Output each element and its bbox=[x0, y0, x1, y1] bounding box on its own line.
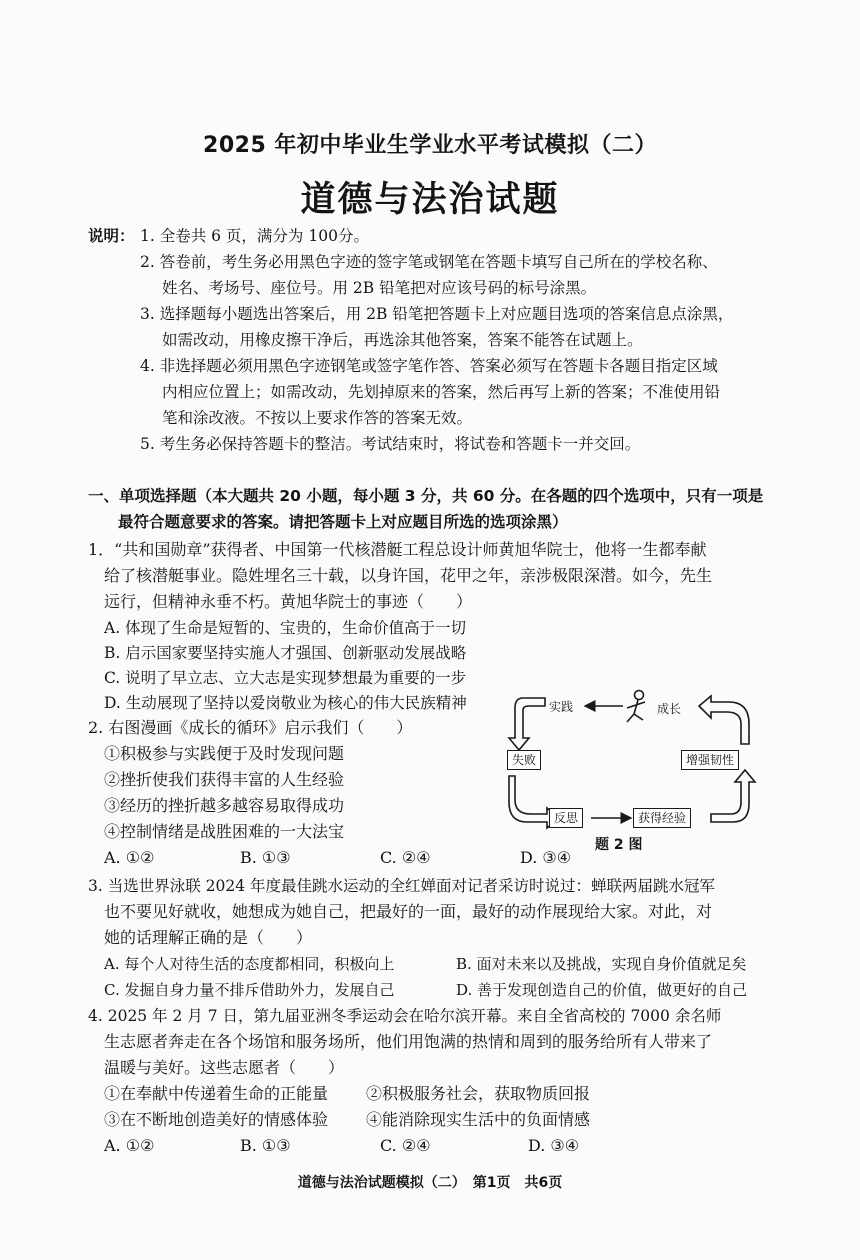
section-heading-cont: 最符合题意要求的答案。请把答题卡上对应题目所选的选项涂黑） bbox=[118, 513, 568, 531]
instruction-line: 姓名、考场号、座位号。用 2B 铅笔把对应该号码的标号涂黑。 bbox=[162, 279, 597, 297]
statement-3: ③在不断地创造美好的情感体验 bbox=[104, 1110, 329, 1129]
option-d: D. 善于发现创造自己的价值，做更好的自己 bbox=[456, 981, 748, 999]
question-stem: 远行，但精神永垂不朽。黄旭华院士的事迹（ ） bbox=[104, 592, 473, 611]
instruction-line: 如需改动，用橡皮擦干净后，再选涂其他答案，答案不能答在试题上。 bbox=[162, 331, 643, 349]
statement-2: ②积极服务社会，获取物质回报 bbox=[366, 1084, 591, 1103]
box-reflection: 反思 bbox=[549, 808, 583, 828]
section-heading: 一、单项选择题（本大题共 20 小题，每小题 3 分，共 60 分。在各题的四个选项中，只有一项是 bbox=[88, 487, 764, 505]
instruction-line: 1. 全卷共 6 页，满分为 100分。 bbox=[140, 227, 369, 245]
option-b: B. ①③ bbox=[240, 848, 291, 867]
option-a: A. ①② bbox=[104, 848, 155, 867]
statement-1: ①积极参与实践便于及时发现问题 bbox=[104, 744, 345, 763]
exam-title: 2025 年初中毕业生学业水平考试模拟（二） bbox=[203, 133, 657, 158]
question-stem: 2. 右图漫画《成长的循环》启示我们（ ） bbox=[88, 718, 413, 737]
box-resilience: 增强韧性 bbox=[681, 750, 739, 770]
statement-4: ④能消除现实生活中的负面情感 bbox=[366, 1110, 591, 1129]
statement-2: ②挫折使我们获得丰富的人生经验 bbox=[104, 770, 345, 789]
option-a: A. 体现了生命是短暂的、宝贵的，生命价值高于一切 bbox=[104, 619, 467, 637]
option-c: C. ②④ bbox=[380, 1136, 431, 1155]
question-stem: 她的话理解正确的是（ ） bbox=[104, 928, 313, 947]
page-footer: 道德与法治试题模拟（二） 第1页 共6页 bbox=[297, 1175, 563, 1191]
option-a: A. ①② bbox=[104, 1136, 155, 1155]
question-stem: 温暖与美好。这些志愿者（ ） bbox=[104, 1058, 345, 1077]
question-stem: 4. 2025 年 2 月 7 日，第九届亚洲冬季运动会在哈尔滨开幕。来自全省高校的 7000 余名师 bbox=[88, 1007, 722, 1025]
label-growth: 成长 bbox=[657, 702, 682, 716]
question-stem: 1．“共和国勋章”获得者、中国第一代核潜艇工程总设计师黄旭华院士，他将一生都奉献 bbox=[88, 540, 707, 559]
diagram-caption: 题 2 图 bbox=[595, 837, 643, 853]
option-b: B. 启示国家要坚持实施人才强国、创新驱动发展战略 bbox=[104, 644, 467, 662]
option-c: C. 说明了早立志、立大志是实现梦想最为重要的一步 bbox=[104, 669, 467, 687]
option-d: D. ③④ bbox=[520, 848, 572, 867]
subject-title: 道德与法治试题 bbox=[300, 180, 560, 220]
option-c: C. 发掘自身力量不排斥借助外力，发展自己 bbox=[104, 981, 395, 999]
option-d: D. 生动展现了坚持以爱岗敬业为核心的伟大民族精神 bbox=[104, 694, 467, 712]
label-practice: 实践 bbox=[549, 700, 574, 714]
question-stem: 也不要见好就收，她想成为她自己，把最好的一面，最好的动作展现给大家。对此，对 bbox=[104, 902, 713, 921]
option-a: A. 每个人对待生活的态度都相同，积极向上 bbox=[104, 955, 395, 973]
question-stem: 给了核潜艇事业。隐姓埋名三十载，以身许国，花甲之年，亲涉极限深潜。如今，先生 bbox=[104, 566, 713, 585]
statement-4: ④控制情绪是战胜困难的一大法宝 bbox=[104, 822, 345, 841]
question-stem: 生志愿者奔走在各个场馆和服务场所，他们用饱满的热情和周到的服务给所有人带来了 bbox=[104, 1032, 713, 1051]
instruction-line: 2. 答卷前，考生务必用黑色字迹的签字笔或钢笔在答题卡填写自己所在的学校名称、 bbox=[140, 253, 718, 271]
cycle-arrows bbox=[505, 686, 765, 856]
box-experience: 获得经验 bbox=[633, 808, 691, 828]
option-b: B. 面对未来以及挑战，实现自身价值就足矣 bbox=[456, 955, 747, 973]
box-failure: 失败 bbox=[507, 750, 541, 770]
option-d: D. ③④ bbox=[528, 1136, 580, 1155]
running-figure-icon bbox=[627, 691, 645, 723]
instruction-line: 5. 考生务必保持答题卡的整洁。考试结束时，将试卷和答题卡一并交回。 bbox=[140, 435, 641, 453]
instruction-line: 4. 非选择题必须用黑色字迹钢笔或签字笔作答、答案必须写在答题卡各题目指定区域 bbox=[140, 357, 718, 375]
statement-3: ③经历的挫折越多越容易取得成功 bbox=[104, 796, 345, 815]
instruction-line: 内相应位置上；如需改动，先划掉原来的答案，然后再写上新的答案；不准使用铅 bbox=[162, 383, 721, 401]
instruction-line: 3. 选择题每小题选出答案后，用 2B 铅笔把答题卡上对应题目选项的答案信息点涂黑， bbox=[140, 305, 734, 323]
growth-cycle-diagram bbox=[505, 686, 765, 856]
instruction-line: 笔和涂改液。不按以上要求作答的答案无效。 bbox=[162, 409, 473, 427]
instructions-label: 说明： bbox=[88, 227, 135, 245]
question-stem: 3. 当选世界泳联 2024 年度最佳跳水运动的全红婵面对记者采访时说过：蝉联两届跳水冠军 bbox=[88, 877, 716, 895]
option-b: B. ①③ bbox=[240, 1136, 291, 1155]
option-c: C. ②④ bbox=[380, 848, 431, 867]
statement-1: ①在奉献中传递着生命的正能量 bbox=[104, 1084, 329, 1103]
